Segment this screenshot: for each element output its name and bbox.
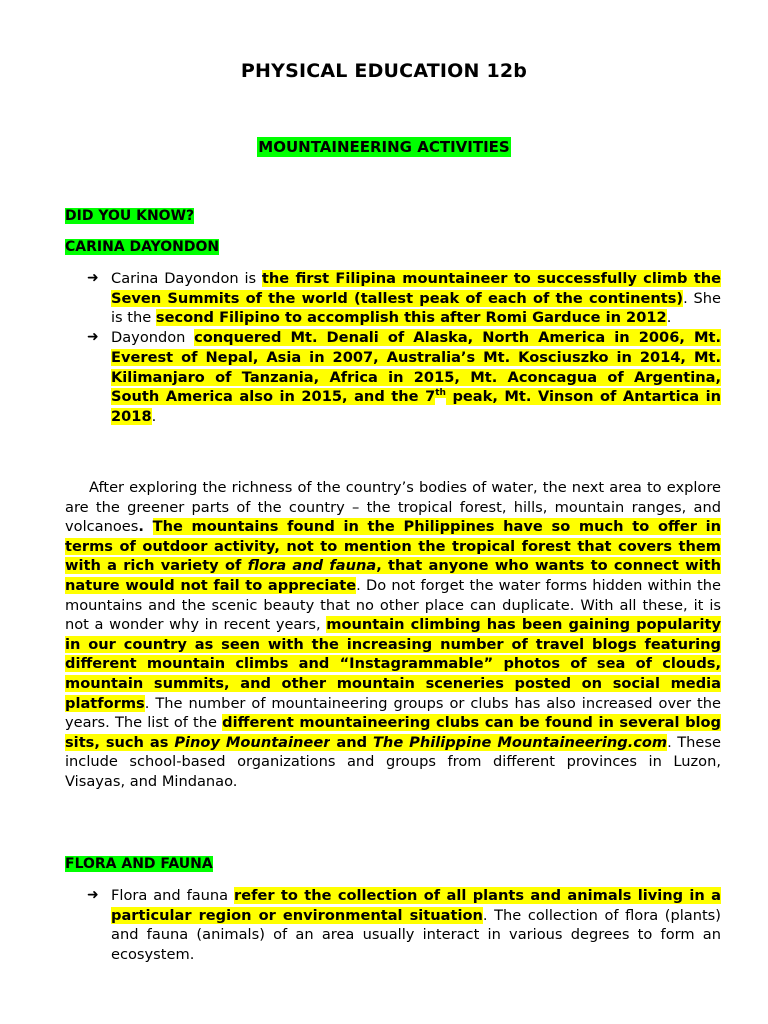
right-arrow-icon: ➜	[87, 329, 99, 346]
page-subtitle: MOUNTAINEERING ACTIVITIES	[258, 138, 510, 156]
list-item: ➜ Dayondon conquered Mt. Denali of Alaska, North America in 2006, Mt. Everest of Nepal, Asia in 2007, Australia’s Mt. Kosciuszko in 2014, Mt. Kilimanjaro of Tanzania, Africa in 2015, Mt. Aconcagua of Argentina, South America also in 2015, and the 7th peak, Mt. Vinson of Antartica in 2018.	[87, 329, 722, 425]
subtitle-wrap	[0, 137, 768, 156]
dayondon-bullet-list	[87, 269, 721, 427]
page-title: PHYSICAL EDUCATION 12b	[240, 60, 528, 82]
right-arrow-icon: ➜	[87, 887, 99, 903]
flora-fauna-heading: FLORA AND FAUNA	[65, 856, 213, 872]
list-item: ➜ Flora and fauna refer to the collection of all plants and animals living in a particular region or environmental situation. The collection of flora (plants) and fauna (animals) of an area usually interact in various degrees to form an ecosystem.	[87, 887, 721, 964]
body-paragraph: After exploring the richness of the country’s bodies of water, the next area to explore are the greener parts of the country – the tropical forest, hills, mountain ranges, and volcanoes. The mountains found in the Philippines have so much to offer in terms of outdoor activity, not to mention the tropical forest that covers them with a rich variety of flora and fauna, that anyone who wants to connect with nature would not fail to appreciate. Do not forget the water forms hidden within the mountains and the scenic beauty that no other place can duplicate. With all these, it is not a wonder why in recent years, mountain climbing has been gaining popularity in our country as seen with the increasing number of travel blogs featuring different mountain climbs and “Instagrammable” photos of sea of clouds, mountain summits, and other mountain sceneries posted on social media platforms. The number of mountaineering groups or clubs has also increased over the years. The list of the different mountaineering clubs can be found in several blog sits, such as Pinoy Mountaineer and The Philippine Mountaineering.com. These include school-based organizations and groups from different provinces in Luzon, Visayas, and Mindanao.	[65, 479, 721, 790]
right-arrow-icon: ➜	[87, 270, 99, 286]
flora-fauna-bullet-list	[87, 886, 721, 965]
carina-dayondon-heading: CARINA DAYONDON	[65, 239, 220, 255]
list-item: ➜ Carina Dayondon is the first Filipina mountaineer to successfully climb the Seven Summits of the world (tallest peak of each of the continents). She is the second Filipino to accomplish this after Romi Garduce in 2012.	[87, 270, 721, 327]
did-you-know-heading: DID YOU KNOW?	[65, 208, 195, 224]
